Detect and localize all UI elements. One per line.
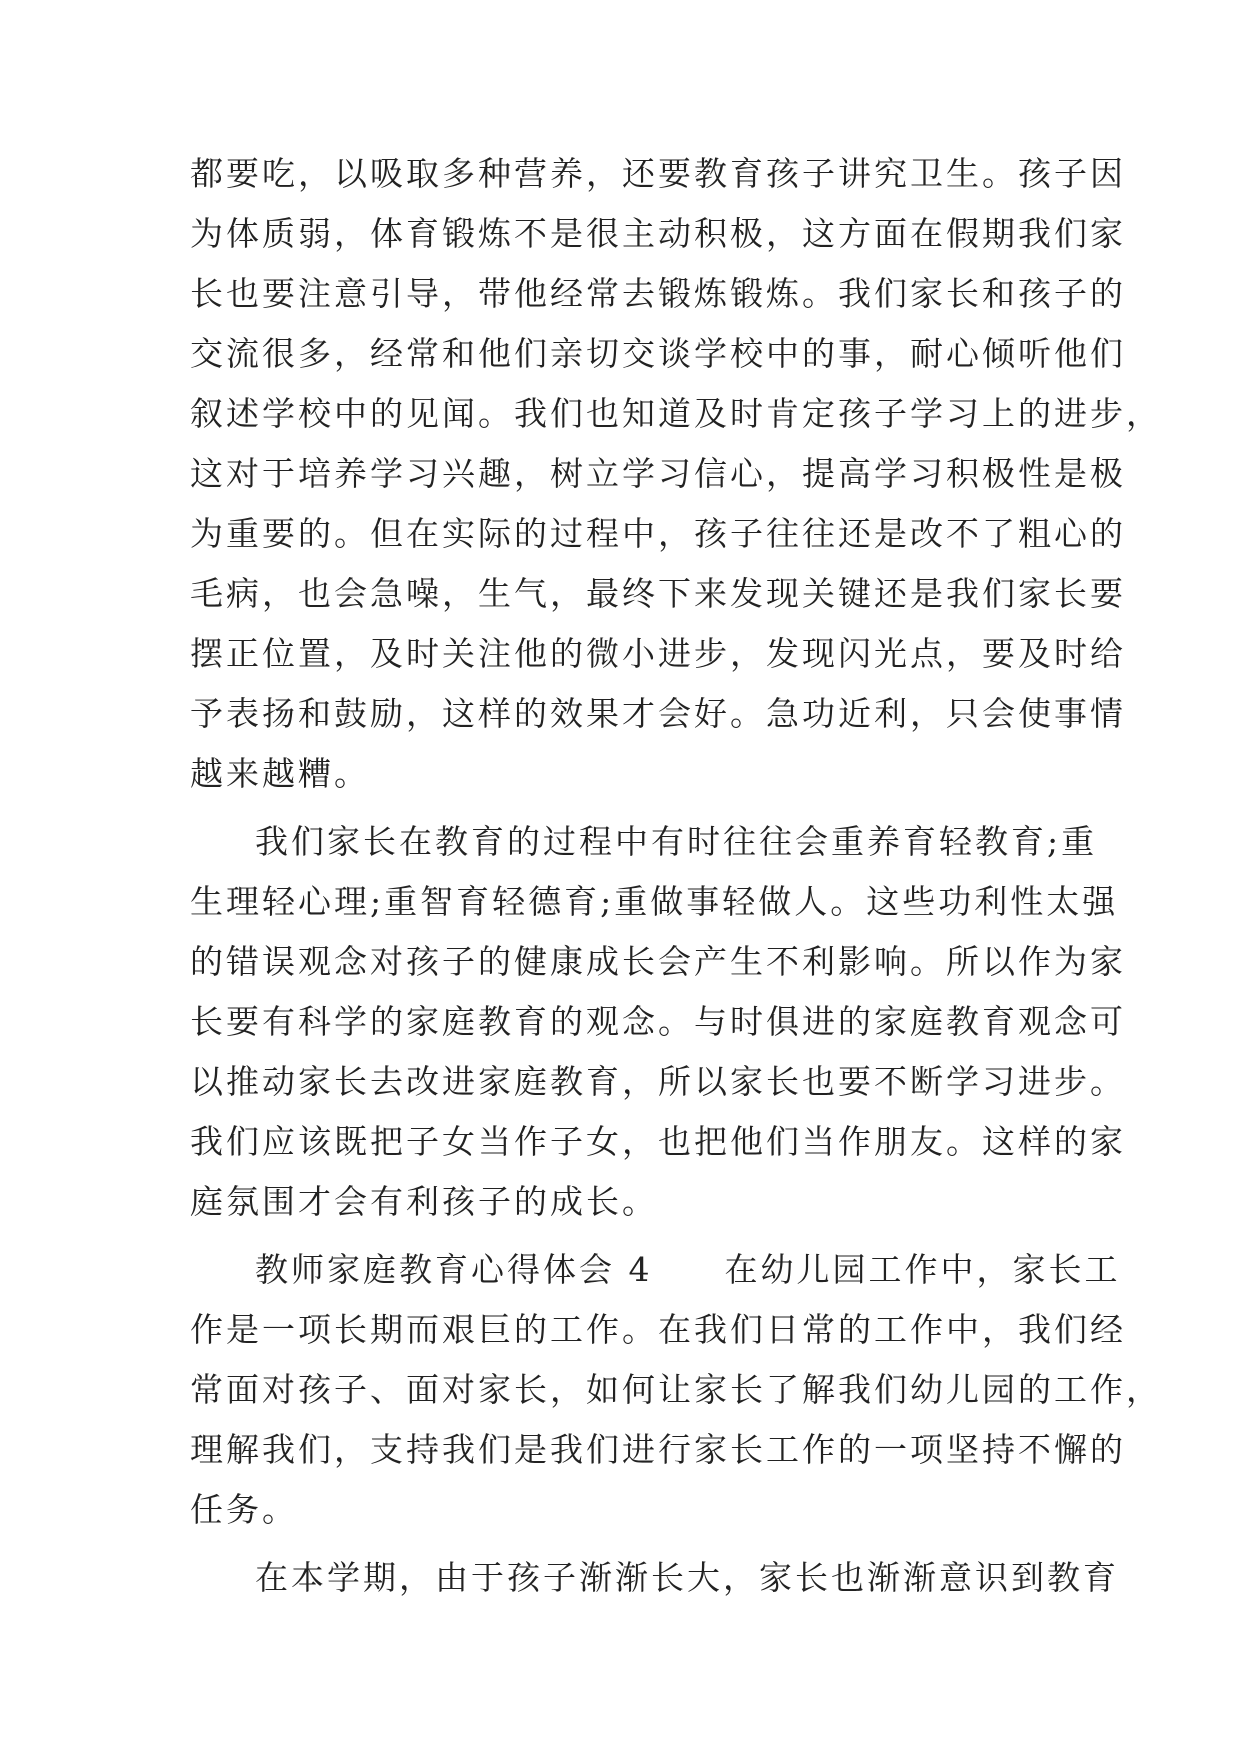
text-line: 任务。 <box>190 1490 298 1529</box>
text-line: 越来越糟。 <box>190 754 370 793</box>
text-line: 摆正位置，及时关注他的微小进步，发现闪光点，要及时给 <box>190 634 1126 673</box>
text-line: 常面对孩子、面对家长，如何让家长了解我们幼儿园的工作， <box>190 1370 1162 1409</box>
text-line: 长要有科学的家庭教育的观念。与时俱进的家庭教育观念可 <box>190 1002 1126 1041</box>
text-line: 我们应该既把子女当作子女，也把他们当作朋友。这样的家 <box>190 1122 1126 1161</box>
text-line: 为体质弱，体育锻炼不是很主动积极，这方面在假期我们家 <box>190 214 1126 253</box>
text-line: 长也要注意引导，带他经常去锻炼锻炼。我们家长和孩子的 <box>190 274 1126 313</box>
section-heading-line: 教师家庭教育心得体会 4 在幼儿园工作中，家长工 <box>255 1250 1121 1289</box>
text-line: 予表扬和鼓励，这样的效果才会好。急功近利，只会使事情 <box>190 694 1126 733</box>
text-line: 我们家长在教育的过程中有时往往会重养育轻教育;重 <box>255 822 1098 861</box>
text-line: 这对于培养学习兴趣，树立学习信心，提高学习积极性是极 <box>190 454 1126 493</box>
text-line: 交流很多，经常和他们亲切交谈学校中的事，耐心倾听他们 <box>190 334 1126 373</box>
text-line: 在本学期，由于孩子渐渐长大，家长也渐渐意识到教育 <box>255 1558 1119 1597</box>
text-line: 理解我们，支持我们是我们进行家长工作的一项坚持不懈的 <box>190 1430 1126 1469</box>
text-line: 的错误观念对孩子的健康成长会产生不利影响。所以作为家 <box>190 942 1126 981</box>
text-line: 以推动家长去改进家庭教育，所以家长也要不断学习进步。 <box>190 1062 1126 1101</box>
text-line: 庭氛围才会有利孩子的成长。 <box>190 1182 658 1221</box>
text-line: 叙述学校中的见闻。我们也知道及时肯定孩子学习上的进步， <box>190 394 1162 433</box>
text-line: 作是一项长期而艰巨的工作。在我们日常的工作中，我们经 <box>190 1310 1126 1349</box>
text-line: 都要吃，以吸取多种营养，还要教育孩子讲究卫生。孩子因 <box>190 154 1126 193</box>
text-line: 生理轻心理;重智育轻德育;重做事轻做人。这些功利性太强 <box>190 882 1119 921</box>
text-line: 毛病，也会急噪，生气，最终下来发现关键还是我们家长要 <box>190 574 1126 613</box>
text-line: 为重要的。但在实际的过程中，孩子往往还是改不了粗心的 <box>190 514 1126 553</box>
